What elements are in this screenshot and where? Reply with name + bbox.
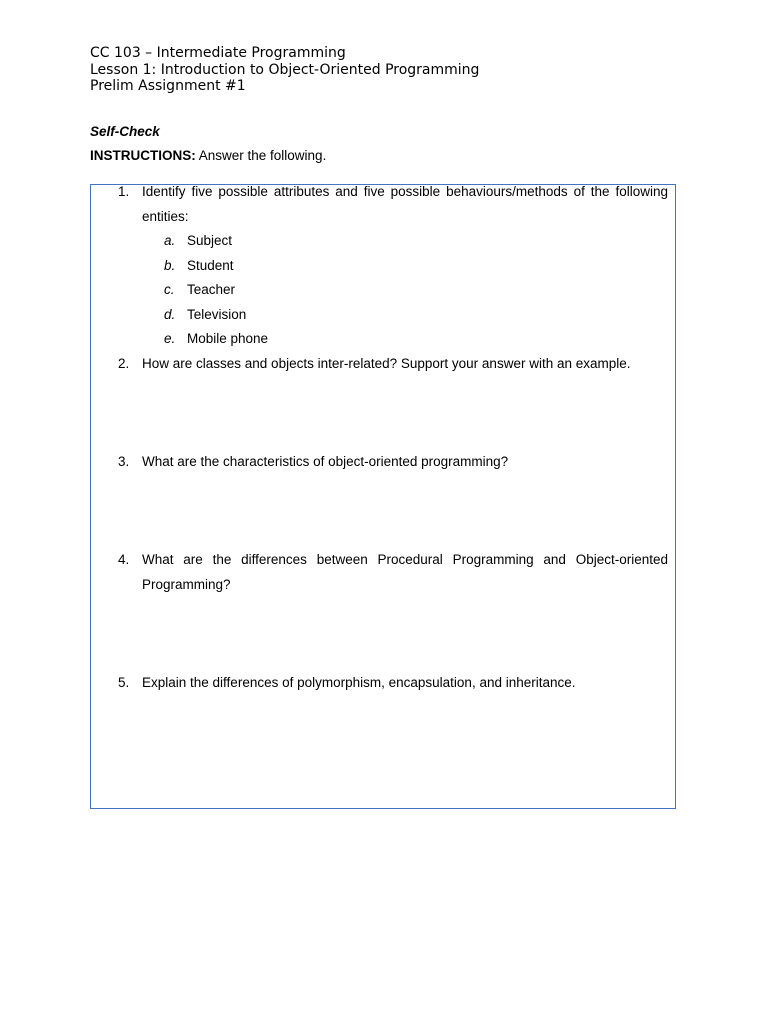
question-5 — [118, 671, 668, 696]
sub-item-letter: b. — [164, 258, 176, 273]
sub-item-letter: d. — [164, 307, 176, 322]
instructions-text: Answer the following. — [195, 148, 327, 163]
question-text: What are the characteristics of object-oriented programming? — [142, 454, 509, 469]
question-number: 3. — [118, 454, 130, 469]
sub-item-text: Television — [187, 307, 247, 322]
question-text: Explain the differences of polymorphism, encapsulation, and inheritance. — [142, 675, 576, 690]
question-4 — [118, 548, 668, 597]
question-text: What are the differences between Procedural Programming and Object-oriented Programming? — [142, 552, 668, 592]
sub-item-a — [164, 229, 232, 254]
question-3 — [118, 450, 668, 475]
question-2 — [118, 352, 668, 377]
question-number: 1. — [118, 184, 130, 199]
sub-item-e — [164, 327, 268, 352]
lesson-title: Lesson 1: Introduction to Object-Oriented Programming — [90, 61, 480, 78]
question-text: Identify five possible attributes and five possible behaviours/methods of the following entities: — [142, 184, 668, 224]
question-1 — [118, 180, 668, 229]
course-title: CC 103 – Intermediate Programming — [90, 45, 346, 61]
question-number: 4. — [118, 552, 130, 567]
sub-item-c — [164, 278, 235, 303]
question-text: How are classes and objects inter-related? Support your answer with an example. — [142, 356, 631, 371]
self-check-heading: Self-Check — [90, 124, 160, 139]
sub-item-text: Teacher — [187, 282, 236, 297]
instructions-label: INSTRUCTIONS: — [90, 148, 196, 163]
question-number: 2. — [118, 356, 130, 371]
question-number: 5. — [118, 675, 130, 690]
document-header — [90, 45, 479, 95]
sub-item-text: Mobile phone — [187, 331, 269, 346]
sub-item-text: Subject — [187, 233, 233, 248]
instructions — [90, 148, 326, 163]
sub-item-letter: c. — [164, 282, 175, 297]
assignment-title: Prelim Assignment #1 — [90, 78, 246, 94]
sub-item-letter: e. — [164, 331, 176, 346]
sub-item-b — [164, 254, 234, 279]
sub-item-text: Student — [187, 258, 234, 273]
sub-item-d — [164, 303, 246, 328]
sub-item-letter: a. — [164, 233, 176, 248]
